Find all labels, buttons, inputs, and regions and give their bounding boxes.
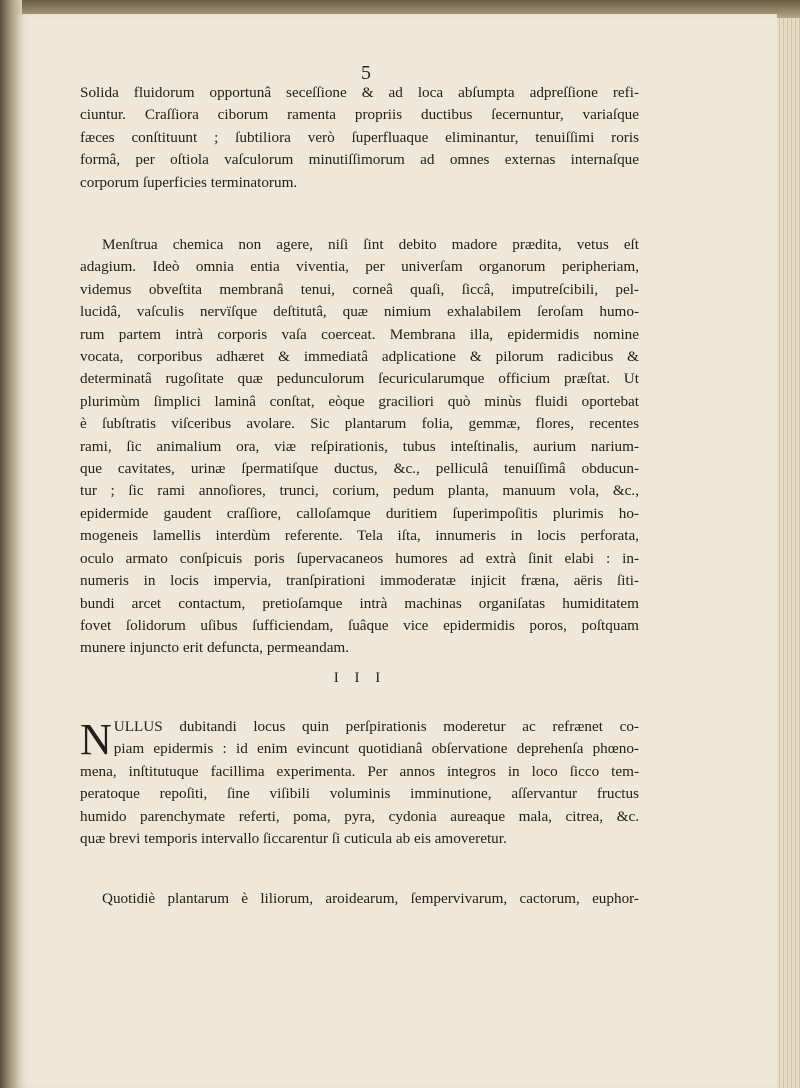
text-line: adagium. Ideò omnia entia viventia, per univerſam organorum peripheriam, <box>80 258 639 276</box>
text-line: Menſtrua chemica non agere, niſi ſint debito madore prædita, vetus eſt <box>102 236 639 253</box>
text-line: Quotidiè plantarum è liliorum, aroidearum, ſempervivarum, cactorum, euphor- <box>102 890 639 907</box>
text-line: que cavitates, urinæ ſpermatiſque ductus, &c., pelliculâ tenuiſſimâ obducun- <box>80 460 639 478</box>
text-line: plurimùm ſimplici laminâ conſtat, eòque graciliori quò minùs fluidi oportebat <box>80 392 639 410</box>
text-line: ciuntur. Craſſiora ciborum ramenta propriis ductibus ſecernuntur, variaſque <box>80 106 639 124</box>
section-heading: I I I <box>333 670 387 686</box>
text-line: munere injuncto erit defuncta, permeandam. <box>80 639 350 657</box>
text-line: lucidâ, vaſculis nervïſque deſtitutâ, quæ nimium exhalabilem ſeroſam humo- <box>80 303 639 321</box>
text-line: piam epidermis : id enim evincunt quotidianâ obſervatione deprehenſa phœno- <box>113 740 639 758</box>
paragraph-3 <box>80 716 639 850</box>
text-line: rami, ſic animalium ora, viæ reſpirationis, tubus inteſtinalis, aurium narium- <box>80 437 639 455</box>
text-line: tur ; ſic rami annoſiores, trunci, corium, pedum planta, manuum vola, &c., <box>80 482 639 500</box>
text-line: vocata, corporibus adhæret & immediatâ adplicatione & pilorum radicibus & <box>80 348 639 366</box>
text-line: epidermide gaudent craſſiore, calloſamque duritiem ſuperimpoſitis plurimis ho- <box>80 504 639 522</box>
text-line: bundi arcet contactum, pretioſamque intrà machinas organiſatas humiditatem <box>80 594 639 612</box>
text-fragment: dubitandi locus quin perſpirationis moderetur ac refrænet co- <box>162 718 639 735</box>
text-line: peratoque repoſiti, ſine viſibili voluminis imminutione, aſſervantur fructus <box>80 785 639 803</box>
text-line: videmus obveſtita membranâ tenui, corneâ quaſi, ſiccâ, imputreſcibili, pel- <box>80 280 639 298</box>
text-line: fovet ſolidorum uſibus ſufficiendam, ſuâque vice epidermidis poros, poſtquam <box>80 616 639 634</box>
text-line: quæ brevi temporis intervallo ſiccarentur ſi cuticula ab eis amoveretur. <box>80 830 507 848</box>
page-number: 5 <box>361 62 371 84</box>
text-line: rum partem intrà corporis vaſa coerceat. Membrana illa, epidermidis nomine <box>80 325 639 343</box>
text-line: determinatâ rugoſitate quæ pedunculorum ſecuricularumque officium præſtat. Ut <box>80 370 639 388</box>
text-line: Solida fluidorum opportunâ seceſſione & ad loca abſumpta adpreſſione refi- <box>80 84 639 101</box>
text-line: mena, inſtitutuque facillima experimenta. Per annos integros in loco ſicco tem- <box>80 762 639 780</box>
text-line: humido parenchymate referti, poma, pyra, cydonia aureaque mala, citrea, &c. <box>80 807 639 825</box>
text-line: formâ, per oſtiola vaſculorum minutiſſimorum ad omnes externas internaſque <box>80 151 639 169</box>
text-line <box>80 716 639 738</box>
text-line: numeris in locis impervia, tranſpirationi immoderatæ injicit fræna, aëris ſiti- <box>80 572 639 590</box>
drop-cap: N <box>80 715 112 764</box>
small-caps-word: ULLUS <box>113 718 163 735</box>
paragraph-1 <box>80 82 639 194</box>
paragraph-2 <box>80 234 639 660</box>
text-line: è ſubſtratis viſceribus avolare. Sic plantarum folia, gemmæ, flores, recentes <box>80 415 639 433</box>
text-line: fæces conſtituunt ; ſubtiliora verò ſuperfluaque eliminantur, tenuiſſimi roris <box>80 128 639 146</box>
text-line: corporum ſuperficies terminatorum. <box>80 173 298 191</box>
text-line: mogeneis lamellis interdùm referente. Tela iſta, innumeris in locis perforata, <box>80 527 639 545</box>
paragraph-4 <box>80 888 639 910</box>
text-line: oculo armato conſpicuis poris ſupervacaneos humores ad extrà ſinit elabi : in- <box>80 549 639 567</box>
